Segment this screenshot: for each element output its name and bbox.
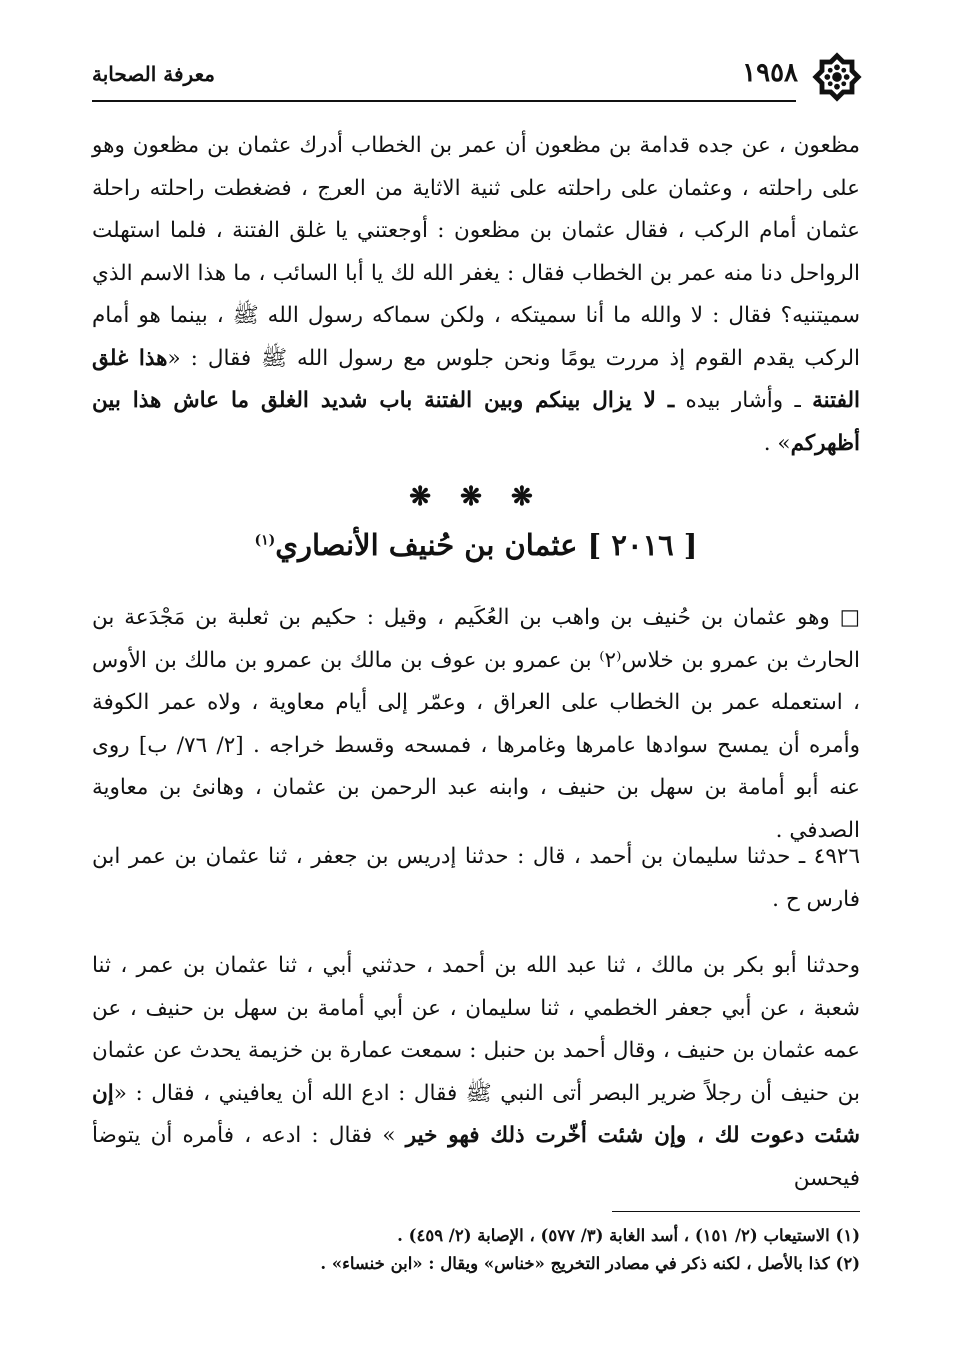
text-line: وحدثنا أبو بكر بن مالك ، ثنا عبد الله بن أحمد ، حدثني أبي ، ثنا عثمان بن عمر ، ثنا — [92, 953, 860, 978]
text-line: منه عمر بن الخطاب فقال : يغفر الله لك يا أبا السائب ، ما هذا الاسم الذي سميتنيه؟ — [92, 260, 861, 328]
text-line: الأوس ، استعمله عمر بن الخطاب على العراق ، وعمّر إلى أيام معاوية ، ولاه عمر الكوفة — [92, 647, 860, 715]
hadith-quote: هذا غلق الفتنة — [92, 345, 860, 413]
footnote: (١) الاستيعاب (٢/ ١٥١) ، أسد الغابة (٣/ ٥٧٧) ، الإصابة (٢/ ٤٥٩) . — [397, 1226, 860, 1245]
paragraph-block-3 — [92, 836, 860, 921]
header-divider — [92, 100, 796, 102]
hadith-quote: دعوت لك ، وإن شئت أخّرت ذلك فهو خير — [405, 1123, 805, 1148]
text-line: ٤٩٢٦ ـ حدثنا سليمان بن أحمد ، قال : حدثنا إدريس بن جعفر ، ثنا عثمان بن عمر — [128, 844, 860, 869]
text-paragraph — [92, 945, 860, 1200]
text-line: حنيف أن رجلاً ضرير البصر أتى النبي ﷺ فقال : ادع الله أن يعافيني ، فقال : « — [113, 1080, 830, 1106]
footnotes — [92, 1222, 860, 1278]
text-line: شعبة ، عن أبي جعفر الخطمي ، ثنا سليمان ، عن أبي أمامة بن سهل بن حنيف ، عن عمه — [92, 995, 860, 1063]
entry-title: [ ٢٠١٦ ] عثمان بن حُنيف الأنصاري — [275, 528, 698, 562]
footnote: (٢) كذا بالأصل ، لكنه ذكر في مصادر التخريج «خناس» ويقال : «ابن خنساء» . — [320, 1254, 860, 1273]
paragraph-block-2 — [92, 597, 860, 852]
section-separator: ❋ ❋ ❋ — [409, 482, 543, 512]
text-line: مظعون ، عن جده قدامة بن مظعون أن عمر بن الخطاب أدرك عثمان بن مظعون وهو على — [92, 133, 860, 201]
text-line: أمام الركب ، فقال عثمان بن مظعون : أوجعتني يا غلق الفتنة ، فلما استهلت الرواحل دنا — [92, 218, 860, 286]
text-line: □ وهو عثمان بن حُنيف بن واهب بن العُكَيم ، وقيل : حكيم بن ثعلبة بن مَجْدَعة بن — [92, 605, 860, 630]
footnote-marker: (١) — [254, 532, 276, 549]
text-line: ـ وأشار بيده — [685, 388, 813, 413]
text-paragraph — [92, 597, 860, 852]
text-line: وأمره أن يمسح سوادها عامرها وغامرها ، فمسحه وقسط خراجه . [٢/ ٧٦/ ب] روى عنه — [92, 732, 860, 800]
hadith-quote: ـ لا يزال بينكم وبين الفتنة باب شديد الغلق ما عاش هذا بين أظهركم — [92, 388, 860, 456]
page-header — [92, 52, 860, 102]
entry-heading — [92, 528, 860, 562]
text-line: » . — [763, 430, 791, 456]
footnote-divider — [612, 1211, 860, 1212]
hadith-quote: إن شئت — [92, 1080, 861, 1148]
text-line: عثمان بن حنيف ، وقال أحمد بن حنبل : سمعت عمارة بن خزيمة يحدث عن عثمان بن — [92, 1038, 860, 1106]
octagram-ornament-icon — [808, 48, 866, 106]
text-paragraph — [92, 836, 860, 921]
text-line: » فقال : ادعه ، فأمره أن يتوضأ فيحسن — [92, 1123, 860, 1191]
paragraph-block-1 — [92, 125, 860, 465]
text-line: أبو أمامة بن سهل بن حنيف ، وابنه عبد الرحمن بن عثمان ، وهانئ بن معاوية الصدفي . — [92, 775, 860, 843]
text-line: ابن فارس ح . — [92, 844, 860, 912]
page-number: ١٩٥٨ — [742, 58, 798, 88]
running-title: معرفة الصحابة — [92, 62, 215, 86]
text-line: الحارث بن عمرو بن خلاس⁽٢⁾ بن عمرو بن عوف بن مالك بن عمرو بن مالك بن — [154, 647, 861, 673]
text-line: راحلته ، وعثمان على راحلته على ثنية الاثاية من العرج ، فضغطت راحلته راحلة عثمان — [92, 175, 860, 243]
text-line: القوم إذ مررت يومًا ونحن جلوس مع رسول الله ﷺ فقال : « — [167, 345, 743, 371]
paragraph-block-4 — [92, 945, 860, 1200]
text-line: فقال : لا والله ما أنا سميتكه ، ولكن سماكه رسول الله ﷺ ، بينما هو أمام الركب يقدم — [92, 303, 860, 371]
text-paragraph — [92, 125, 860, 465]
